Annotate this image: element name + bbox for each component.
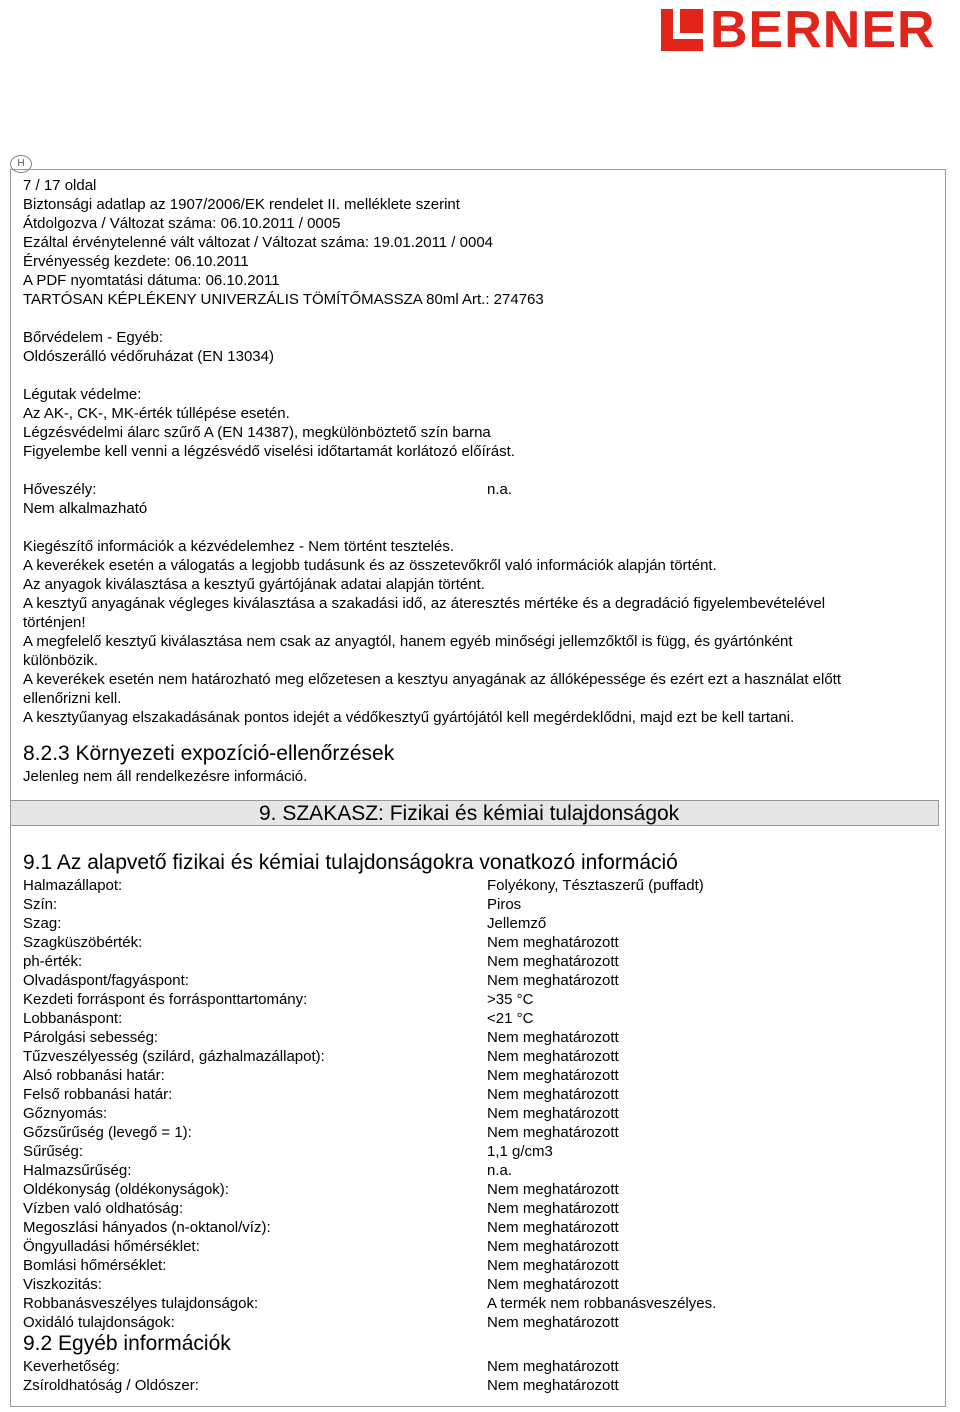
property-label: Halmazállapot: [23, 877, 123, 894]
supersedes-line: Ezáltal érvénytelenné vált változat / Változat száma: 19.01.2011 / 0004 [23, 234, 494, 251]
property-label: Szagküszöbérték: [23, 934, 143, 951]
thermal-hazard-label: Hőveszély: [23, 481, 97, 498]
property-label: Tűzveszélyesség (szilárd, gázhalmazállapot): [23, 1048, 325, 1065]
page-marker: H [10, 155, 32, 173]
property-value: >35 °C [487, 991, 534, 1008]
thermal-hazard-text: Nem alkalmazható [23, 500, 148, 517]
property-value: <21 °C [487, 1010, 534, 1027]
respiratory-line: Figyelembe kell venni a légzésvédő viselési időtartamát korlátozó előírást. [23, 443, 515, 460]
property-label: Viszkozitás: [23, 1276, 102, 1293]
property-value: Nem meghatározott [487, 1029, 619, 1046]
property-label: Sűrűség: [23, 1143, 84, 1160]
page-number: 7 / 17 oldal [23, 177, 97, 194]
property-label: Öngyulladási hőmérséklet: [23, 1238, 200, 1255]
glove-info-line: A kesztyű anyagának végleges kiválasztása a szakadási idő, az áteresztés mértéke és a degradáció figyelembevételével [23, 595, 826, 612]
other-info-value: Nem meghatározott [487, 1358, 619, 1375]
property-value: Nem meghatározott [487, 1219, 619, 1236]
property-label: Párolgási sebesség: [23, 1029, 159, 1046]
property-label: Olvadáspont/fagyáspont: [23, 972, 189, 989]
print-date-line: A PDF nyomtatási dátuma: 06.10.2011 [23, 272, 280, 289]
property-value: Nem meghatározott [487, 1067, 619, 1084]
property-label: Felső robbanási határ: [23, 1086, 173, 1103]
section-9-title: 9. SZAKASZ: Fizikai és kémiai tulajdonságok [259, 802, 680, 825]
logo-mark-icon [658, 6, 706, 54]
skin-protection-text: Oldószerálló védőruházat (EN 13034) [23, 348, 274, 365]
property-value: Nem meghatározott [487, 1276, 619, 1293]
other-info-label: Keverhetőség: [23, 1358, 120, 1375]
property-label: Gőzsűrűség (levegő = 1): [23, 1124, 192, 1141]
property-value: Nem meghatározott [487, 1200, 619, 1217]
product-line: TARTÓSAN KÉPLÉKENY UNIVERZÁLIS TÖMÍTŐMASSZA 80ml Art.: 274763 [23, 291, 544, 308]
property-value: n.a. [487, 1162, 513, 1179]
property-value: Nem meghatározott [487, 953, 619, 970]
glove-info-line: A kesztyűanyag elszakadásának pontos idejét a védőkesztyű gyártójától kell megérdeklődni, majd ezt be kell tartani. [23, 709, 795, 726]
section-9-band [10, 800, 939, 826]
property-value: Nem meghatározott [487, 1086, 619, 1103]
glove-info-line: különbözik. [23, 652, 99, 669]
env-exposure-text: Jelenleg nem áll rendelkezésre információ. [23, 768, 308, 785]
property-label: Robbanásveszélyes tulajdonságok: [23, 1295, 259, 1312]
glove-info-line: Kiegészítő információk a kézvédelemhez - Nem történt tesztelés. [23, 538, 455, 555]
property-value: Nem meghatározott [487, 1105, 619, 1122]
section-9-2-heading: 9.2 Egyéb információk [23, 1332, 231, 1355]
property-value: A termék nem robbanásveszélyes. [487, 1295, 717, 1312]
respiratory-line: Légzésvédelmi álarc szűrő A (EN 14387), megkülönböztető szín barna [23, 424, 491, 441]
property-label: Szín: [23, 896, 58, 913]
skin-protection-title: Bőrvédelem - Egyéb: [23, 329, 164, 346]
property-label: Bomlási hőmérséklet: [23, 1257, 167, 1274]
property-label: Vízben való oldhatóság: [23, 1200, 184, 1217]
property-value: Nem meghatározott [487, 1048, 619, 1065]
respiratory-line: Az AK-, CK-, MK-érték túllépése esetén. [23, 405, 290, 422]
property-label: Oldékonyság (oldékonyságok): [23, 1181, 229, 1198]
property-value: Jellemző [487, 915, 547, 932]
property-value: Nem meghatározott [487, 1124, 619, 1141]
property-label: Alsó robbanási határ: [23, 1067, 165, 1084]
section-9-1-heading: 9.1 Az alapvető fizikai és kémiai tulajdonságokra vonatkozó információ [23, 851, 678, 874]
property-label: Kezdeti forráspont és forrásponttartomány: [23, 991, 308, 1008]
other-info-label: Zsíroldhatóság / Oldószer: [23, 1377, 199, 1394]
doc-type-line: Biztonsági adatlap az 1907/2006/EK rendelet II. melléklete szerint [23, 196, 460, 213]
property-label: ph-érték: [23, 953, 83, 970]
property-label: Gőznyomás: [23, 1105, 108, 1122]
glove-info-line: A megfelelő kesztyű kiválasztása nem csak az anyagtól, hanem egyéb minőségi jellemzőktől is függ, és gyártónként [23, 633, 793, 650]
glove-info-line: A keverékek esetén nem határozható meg előzetesen a kesztyu anyagának az állóképessége és ezért ezt a használat előtt [23, 671, 842, 688]
property-label: Szag: [23, 915, 62, 932]
property-value: Nem meghatározott [487, 1181, 619, 1198]
property-value: Folyékony, Tésztaszerű (puffadt) [487, 877, 704, 894]
glove-info-line: Az anyagok kiválasztása a kesztyű gyártójának adatai alapján történt. [23, 576, 485, 593]
property-label: Halmazsűrűség: [23, 1162, 132, 1179]
property-value: Nem meghatározott [487, 1314, 619, 1331]
env-exposure-heading: 8.2.3 Környezeti expozíció-ellenőrzések [23, 742, 395, 765]
property-value: 1,1 g/cm3 [487, 1143, 553, 1160]
valid-from-line: Érvényesség kezdete: 06.10.2011 [23, 253, 249, 270]
berner-logo [658, 1, 958, 59]
property-value: Nem meghatározott [487, 972, 619, 989]
property-value: Nem meghatározott [487, 1257, 619, 1274]
respiratory-title: Légutak védelme: [23, 386, 142, 403]
property-label: Lobbanáspont: [23, 1010, 123, 1027]
thermal-hazard-value: n.a. [487, 481, 513, 498]
other-info-value: Nem meghatározott [487, 1377, 619, 1394]
revision-line: Átdolgozva / Változat száma: 06.10.2011 / 0005 [23, 215, 341, 232]
property-label: Oxidáló tulajdonságok: [23, 1314, 175, 1331]
glove-info-line: ellenőrizni kell. [23, 690, 122, 707]
property-label: Megoszlási hányados (n-oktanol/víz): [23, 1219, 271, 1236]
property-value: Piros [487, 896, 522, 913]
glove-info-line: A keverékek esetén a válogatás a legjobb tudásunk és az összetevőkről való információk alapján történt. [23, 557, 717, 574]
property-value: Nem meghatározott [487, 1238, 619, 1255]
glove-info-line: történjen! [23, 614, 86, 631]
logo-wordmark: BERNER [710, 1, 936, 59]
property-value: Nem meghatározott [487, 934, 619, 951]
